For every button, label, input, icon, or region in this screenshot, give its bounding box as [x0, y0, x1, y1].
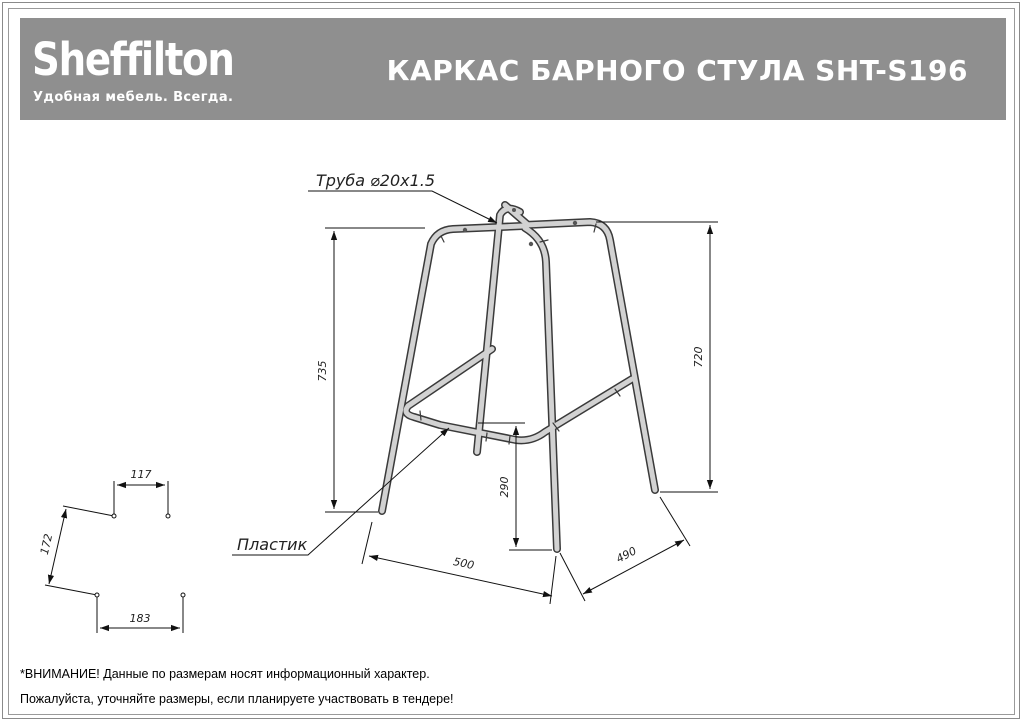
dim-height-total: 735: [316, 360, 329, 382]
feet-layout-diagram: [45, 481, 183, 633]
tube-label: Труба ⌀20x1.5: [316, 171, 436, 190]
dim-layout-bottom-width: 183: [129, 612, 151, 625]
dim-footrest-height: 290: [498, 476, 511, 498]
dim-side-depth: 490: [614, 544, 639, 566]
plastic-label: Пластик: [237, 535, 308, 554]
tube-joints: [420, 224, 620, 444]
feet-points: [95, 514, 185, 597]
dim-height-seat: 720: [692, 346, 705, 368]
dim-layout-depth: 172: [37, 532, 56, 556]
tube-fills: [382, 205, 655, 549]
page-title: КАРКАС БАРНОГО СТУЛА SHT-S196: [386, 54, 968, 87]
tender-note: Пожалуйста, уточняйте размеры, если планируете участвовать в тендере!: [20, 692, 454, 706]
brand-logo: Sheffilton: [32, 33, 234, 86]
disclaimer-note: *ВНИМАНИЕ! Данные по размерам носят информационный характер.: [20, 667, 430, 681]
chair-frame: [382, 205, 655, 549]
brand-tagline: Удобная мебель. Всегда.: [33, 90, 234, 105]
dim-layout-top-width: 117: [130, 468, 152, 481]
dim-front-width: 500: [452, 555, 476, 573]
